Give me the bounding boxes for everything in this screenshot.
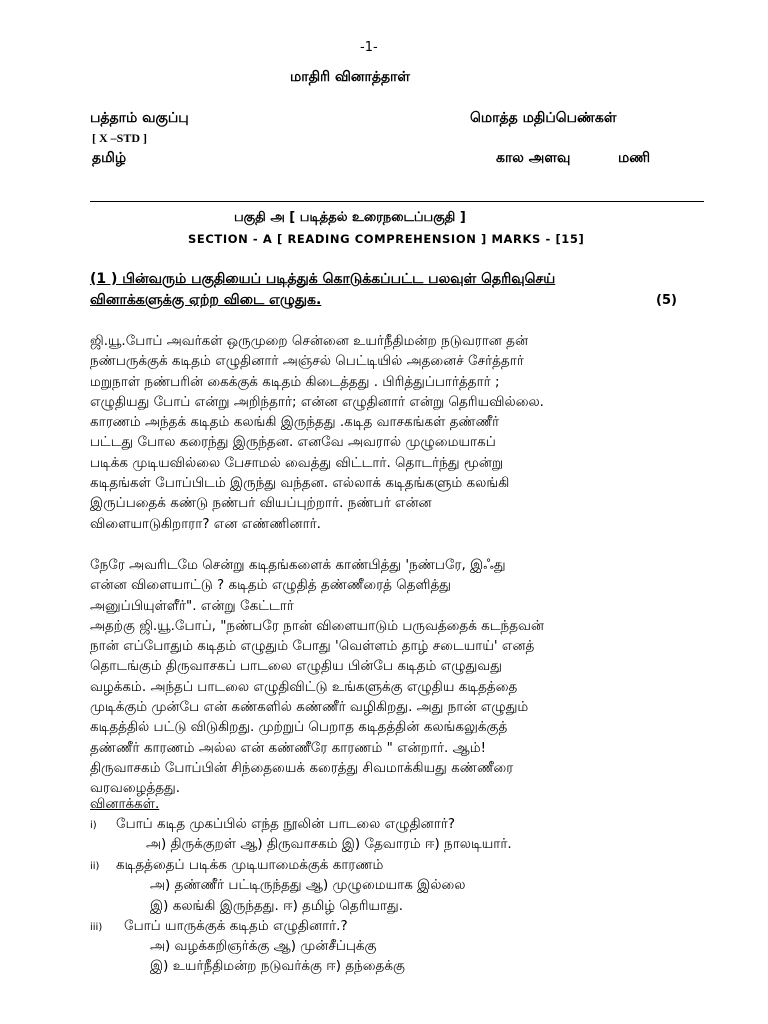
page-number: -1- <box>360 40 378 55</box>
question-options: அ) வழக்கறிஞர்க்கு ஆ) முன்சீப்புக்கு <box>150 938 377 954</box>
question-options: இ) உயர்நீதிமன்ற நடுவர்க்கு ஈ) தந்தைக்கு <box>150 958 405 974</box>
passage-line: இருப்பதைக் கண்டு நண்பர் வியப்புற்றார். நண்பர் என்ன <box>90 495 432 512</box>
passage-line: நேரே அவரிடமே சென்று கடிதங்களைக் காண்பித்து 'நண்பரே, இஃது <box>90 557 506 573</box>
passage-line: நண்பருக்குக் கடிதம் எழுதினார் அஞ்சல் பெட்டியில் அதனைச் சேர்த்தார் <box>90 353 524 370</box>
instruction-line-1: (1 ) பின்வரும் பகுதியைப் படித்துக் கொடுக்கப்பட்ட பலவுள் தெரிவுசெய் <box>90 271 556 287</box>
class-english-label: [ X –STD ] <box>92 131 148 145</box>
question-number: iii) <box>90 922 103 933</box>
instruction-line-2-text: வினாக்களுக்கு ஏற்ற விடை எழுதுக. <box>90 292 322 308</box>
passage-paragraph-1 <box>90 331 690 534</box>
passage-line: வழக்கம். அந்தப் பாடலை எழுதிவிட்டு உங்களுக்கு எழுதிய கடிதத்தை <box>90 678 518 695</box>
passage-line: வரவழைத்தது. <box>90 780 181 797</box>
passage-line: பட்டது போல கரைந்து இருந்தன. எனவே அவரால் முழுமையாகப் <box>90 434 496 451</box>
passage-line: என்ன விளையாட்டு ? கடிதம் எழுதித் தண்ணீரைத் தெளித்து <box>90 577 451 594</box>
question-options: அ) தண்ணீர் பட்டிருந்தது ஆ) முழுமையாக இல்லை <box>150 877 466 893</box>
passage-line: நான் எப்போதும் கடிதம் எழுதும் போது 'வெள்ளம் தாழ் சடையாய்' எனத் <box>90 638 535 655</box>
section-title-english: SECTION - A [ READING COMPREHENSION ] MARKS - [15] <box>188 232 585 246</box>
instruction-line-2 <box>90 292 321 310</box>
passage-line: முடிக்கும் முன்பே என் கண்களில் கண்ணீர் வழிகிறது. அது நான் எழுதும் <box>90 699 529 716</box>
passage-line: மறுநாள் நண்பரின் கைக்குக் கடிதம் கிடைத்தது . பிரித்துப்பார்த்தார் ; <box>90 373 500 390</box>
passage-line: எழுதியது போப் என்று அறிந்தார்; என்ன எழுதினார் என்று தெரியவில்லை. <box>90 393 544 410</box>
question-number: i) <box>90 820 97 831</box>
passage-line: திருவாசகம் போப்பின் சிந்தையைக் கரைத்து சிவமாக்கியது கண்ணீரை <box>90 759 514 776</box>
section-title-tamil: பகுதி அ [ படித்தல் உரைநடைப்பகுதி ] <box>234 210 466 225</box>
time-label: கால அளவு <box>496 150 571 166</box>
question-text: போப் யாருக்குக் கடிதம் எழுதினார்.? <box>124 918 348 934</box>
passage-line: கடிதத்தில் பட்டு விடுகிறது. முற்றுப் பெறாத கடிதத்தின் கலங்கலுக்குத் <box>90 719 508 736</box>
time-unit-label: மணி <box>618 150 651 166</box>
question-options: இ) கலங்கி இருந்தது. ஈ) தமிழ் தெரியாது. <box>150 898 404 914</box>
passage-line: தொடங்கும் திருவாசகப் பாடலை எழுதிய பின்பே கடிதம் எழுதுவது <box>90 658 502 675</box>
instruction-marks: (5) <box>656 293 677 308</box>
header-divider <box>90 201 704 202</box>
passage-line: காரணம் அந்தக் கடிதம் கலங்கி இருந்தது .கடித வாசகங்கள் தண்ணீர் <box>90 414 500 431</box>
passage-line: அனுப்பியுள்ளீர்". என்று கேட்டார் <box>90 597 294 614</box>
passage-paragraph-2 <box>90 555 690 799</box>
paper-title: மாதிரி வினாத்தாள் <box>290 69 411 85</box>
subject-label: தமிழ் <box>92 150 127 166</box>
class-label: பத்தாம் வகுப்பு <box>90 110 189 126</box>
total-marks-label: மொத்த மதிப்பெண்கள் <box>470 110 617 126</box>
question-number: ii) <box>90 861 100 872</box>
question-options: அ) திருக்குறள் ஆ) திருவாசகம் இ) தேவாரம் ஈ) நாலடியார். <box>146 836 512 852</box>
questions-heading: வினாக்கள். <box>90 796 160 812</box>
passage-line: படிக்க முடியவில்லை பேசாமல் வைத்து விட்டார். தொடர்ந்து மூன்று <box>90 454 504 471</box>
passage-line: தண்ணீர் காரணம் அல்ல என் கண்ணீரே காரணம் " என்றார். ஆம்! <box>90 739 486 756</box>
passage-line: ஜி.யூ.போப் அவர்கள் ஒருமுறை சென்னை உயர்நீதிமன்ற நடுவரான தன் <box>90 333 529 349</box>
passage-line: கடிதங்கள் போப்பிடம் இருந்து வந்தன. எல்லாக் கடிதங்களும் கலங்கி <box>90 475 510 492</box>
passage-line: அதற்கு ஜி.யூ.போப், "நண்பரே நான் விளையாடும் பருவத்தைக் கடந்தவன் <box>90 617 544 634</box>
question-text: போப் கடித முகப்பில் எந்த நூலின் பாடலை எழுதினார்? <box>116 816 456 832</box>
question-text: கடிதத்தைப் படிக்க முடியாமைக்குக் காரணம் <box>116 857 384 873</box>
passage-line: விளையாடுகிறாரா? என எண்ணினார். <box>90 515 321 532</box>
